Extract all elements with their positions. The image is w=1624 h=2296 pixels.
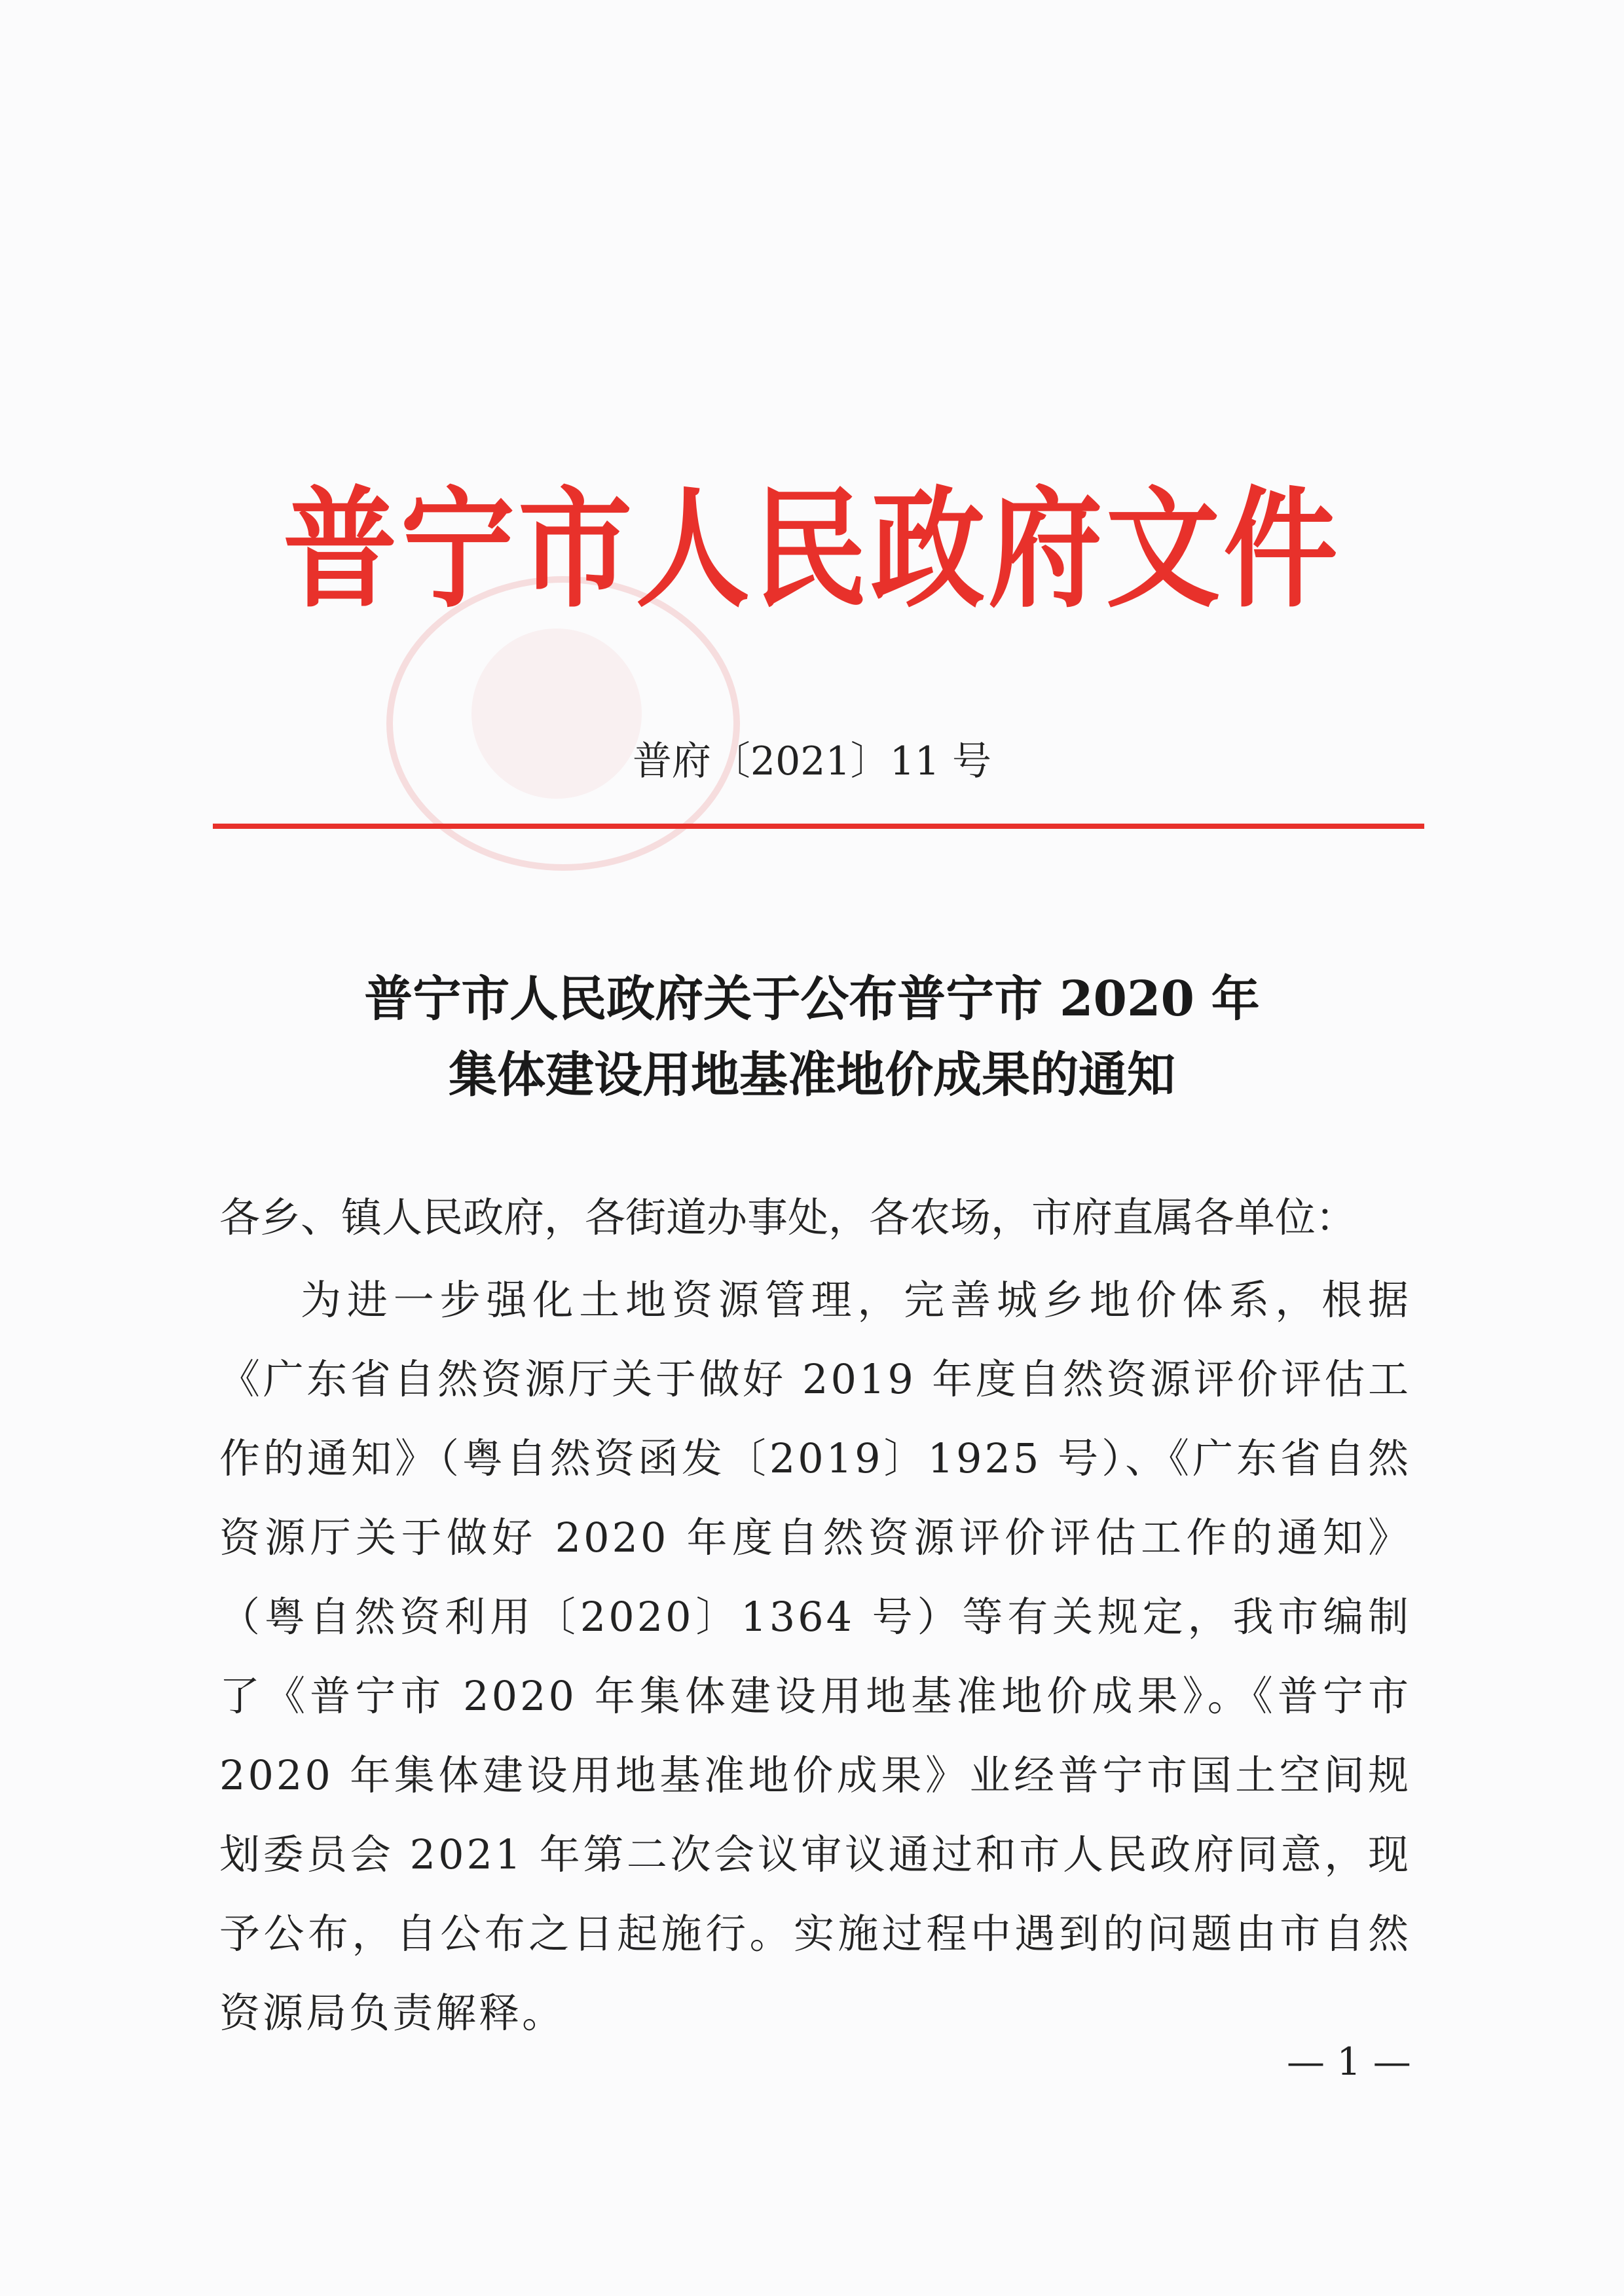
- notice-title: [0, 961, 1624, 1113]
- page-number: — 1 —: [1287, 2039, 1411, 2084]
- salutation: 各乡、镇人民政府，各街道办事处，各农场，市府直属各单位：: [219, 1194, 1357, 1241]
- document-masthead: 普宁市人民政府文件: [283, 473, 1341, 625]
- red-divider-line: [213, 824, 1424, 829]
- title-line-2: 集体建设用地基准地价成果的通知: [449, 1047, 1175, 1103]
- title-line-1: 普宁市人民政府关于公布普宁市 2020 年: [364, 971, 1260, 1027]
- body-paragraph: 为进一步强化土地资源管理，完善城乡地价体系，根据《广东省自然资源厅关于做好 2019 年度自然资源评价评估工作的通知》（粤自然资函发〔2019〕1925 号）、《广东省自然资源厅关于做好 2020 年度自然资源评价评估工作的通知》（粤自然资利用〔2020〕1364 号）等有关规定，我市编制了《普宁市 2020 年集体建设用地基准地价成果》。《普宁市 2020 年集体建设用地基准地价成果》业经普宁市国土空间规划委员会 2021 年第二次会议审议通过和市人民政府同意，现予公布，自公布之日起施行。实施过程中遇到的问题由市自然资源局负责解释。: [219, 1276, 1411, 2037]
- document-number: 普府〔2021〕11 号: [632, 738, 992, 784]
